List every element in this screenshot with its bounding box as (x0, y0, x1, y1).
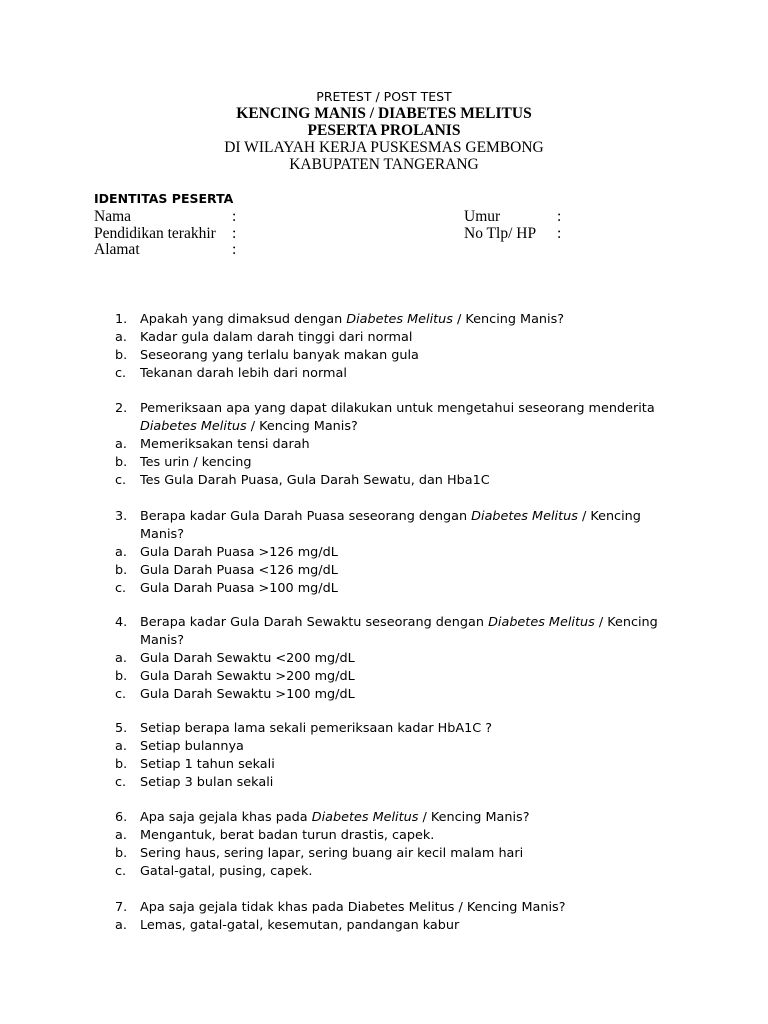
option-text: Gatal-gatal, pusing, capek. (140, 864, 313, 879)
option-text: Gula Darah Sewaktu >100 mg/dL (140, 687, 355, 702)
answer-option (0, 775, 768, 793)
field-colon: : (232, 241, 237, 258)
question-block (0, 509, 768, 599)
question-number: 4. (115, 615, 128, 630)
option-text: Seseorang yang terlalu banyak makan gula (140, 348, 419, 363)
question-row (0, 721, 768, 739)
option-letter: c. (115, 775, 127, 790)
question-row (0, 810, 768, 828)
option-text: Gula Darah Puasa >100 mg/dL (140, 581, 338, 596)
option-text: Memeriksakan tensi darah (140, 437, 310, 452)
question-row (0, 527, 768, 545)
question-text: Setiap berapa lama sekali pemeriksaan kadar HbA1C ? (140, 721, 493, 736)
question-text: Diabetes Melitus / Kencing Manis? (140, 419, 358, 434)
header-topic-title: KENCING MANIS / DIABETES MELITUS (236, 105, 532, 122)
question-text: Berapa kadar Gula Darah Puasa seseorang dengan Diabetes Melitus / Kencing (140, 509, 641, 524)
option-text: Gula Darah Puasa <126 mg/dL (140, 563, 338, 578)
option-text: Tes urin / kencing (140, 455, 252, 470)
option-letter: b. (115, 348, 128, 363)
option-letter: b. (115, 455, 128, 470)
header-participant-title: PESERTA PROLANIS (307, 122, 461, 139)
answer-option (0, 330, 768, 348)
answer-option (0, 846, 768, 864)
field-label-umur: Umur (464, 208, 501, 225)
question-row (0, 900, 768, 918)
answer-option (0, 739, 768, 757)
question-row (0, 312, 768, 330)
field-colon: : (557, 208, 562, 225)
question-number: 3. (115, 509, 128, 524)
question-text: Berapa kadar Gula Darah Sewaktu seseorang dengan Diabetes Melitus / Kencing (140, 615, 658, 630)
header-pretest-label: PRETEST / POST TEST (316, 89, 452, 104)
option-text: Setiap 3 bulan sekali (140, 775, 274, 790)
option-letter: b. (115, 846, 128, 861)
italic-term: Diabetes Melitus (471, 509, 578, 524)
question-row (0, 401, 768, 419)
option-text: Tes Gula Darah Puasa, Gula Darah Sewatu, dan Hba1C (140, 473, 490, 488)
question-block (0, 401, 768, 491)
option-letter: c. (115, 581, 127, 596)
option-text: Gula Darah Sewaktu <200 mg/dL (140, 651, 355, 666)
option-letter: a. (115, 651, 127, 666)
question-block (0, 900, 768, 936)
option-text: Setiap 1 tahun sekali (140, 757, 275, 772)
field-label-pendidikan: Pendidikan terakhir (94, 225, 216, 242)
question-text: Apakah yang dimaksud dengan Diabetes Melitus / Kencing Manis? (140, 312, 565, 327)
answer-option (0, 545, 768, 563)
answer-option (0, 669, 768, 687)
field-label-no-tlp: No Tlp/ HP (464, 225, 537, 242)
field-colon: : (557, 225, 562, 242)
question-row (0, 633, 768, 651)
header-area-line: DI WILAYAH KERJA PUSKESMAS GEMBONG (224, 139, 544, 156)
question-row (0, 615, 768, 633)
answer-option (0, 828, 768, 846)
question-row (0, 509, 768, 527)
answer-option (0, 687, 768, 705)
field-colon: : (232, 225, 237, 242)
question-number: 1. (115, 312, 128, 327)
answer-option (0, 757, 768, 775)
option-letter: c. (115, 687, 127, 702)
answer-option (0, 348, 768, 366)
answer-option (0, 651, 768, 669)
answer-option (0, 455, 768, 473)
answer-option (0, 918, 768, 936)
identity-section-title: IDENTITAS PESERTA (94, 191, 234, 206)
option-letter: a. (115, 739, 127, 754)
option-letter: a. (115, 918, 127, 933)
option-letter: a. (115, 330, 127, 345)
question-number: 5. (115, 721, 128, 736)
question-text: Pemeriksaan apa yang dapat dilakukan untuk mengetahui seseorang menderita (140, 401, 655, 416)
field-label-alamat: Alamat (94, 241, 140, 258)
field-colon: : (232, 208, 237, 225)
question-block (0, 312, 768, 384)
field-label-nama: Nama (94, 208, 132, 225)
option-letter: a. (115, 545, 127, 560)
answer-option (0, 437, 768, 455)
option-text: Gula Darah Sewaktu >200 mg/dL (140, 669, 355, 684)
option-text: Mengantuk, berat badan turun drastis, capek. (140, 828, 435, 843)
question-row (0, 419, 768, 437)
option-text: Setiap bulannya (140, 739, 244, 754)
option-text: Gula Darah Puasa >126 mg/dL (140, 545, 338, 560)
answer-option (0, 864, 768, 882)
option-letter: c. (115, 366, 127, 381)
question-number: 6. (115, 810, 128, 825)
option-text: Tekanan darah lebih dari normal (140, 366, 347, 381)
question-block (0, 721, 768, 793)
question-block (0, 810, 768, 882)
option-letter: a. (115, 828, 127, 843)
option-letter: c. (115, 864, 127, 879)
question-number: 7. (115, 900, 128, 915)
answer-option (0, 563, 768, 581)
option-letter: c. (115, 473, 127, 488)
option-text: Lemas, gatal-gatal, kesemutan, pandangan kabur (140, 918, 460, 933)
question-text: Manis? (140, 633, 185, 648)
option-text: Kadar gula dalam darah tinggi dari normal (140, 330, 413, 345)
option-letter: b. (115, 563, 128, 578)
answer-option (0, 366, 768, 384)
answer-option (0, 473, 768, 491)
italic-term: Diabetes Melitus (311, 810, 419, 825)
option-letter: a. (115, 437, 127, 452)
header-district-line: KABUPATEN TANGERANG (289, 156, 479, 173)
option-letter: b. (115, 757, 128, 772)
question-text: Manis? (140, 527, 185, 542)
question-number: 2. (115, 401, 128, 416)
italic-term: Diabetes Melitus (346, 312, 453, 327)
italic-term: Diabetes Melitus (140, 419, 247, 434)
option-text: Sering haus, sering lapar, sering buang air kecil malam hari (140, 846, 524, 861)
italic-term: Diabetes Melitus (488, 615, 595, 630)
option-letter: b. (115, 669, 128, 684)
question-text: Apa saja gejala khas pada Diabetes Melitus / Kencing Manis? (140, 810, 530, 825)
answer-option (0, 581, 768, 599)
question-block (0, 615, 768, 705)
question-text: Apa saja gejala tidak khas pada Diabetes Melitus / Kencing Manis? (140, 900, 566, 915)
